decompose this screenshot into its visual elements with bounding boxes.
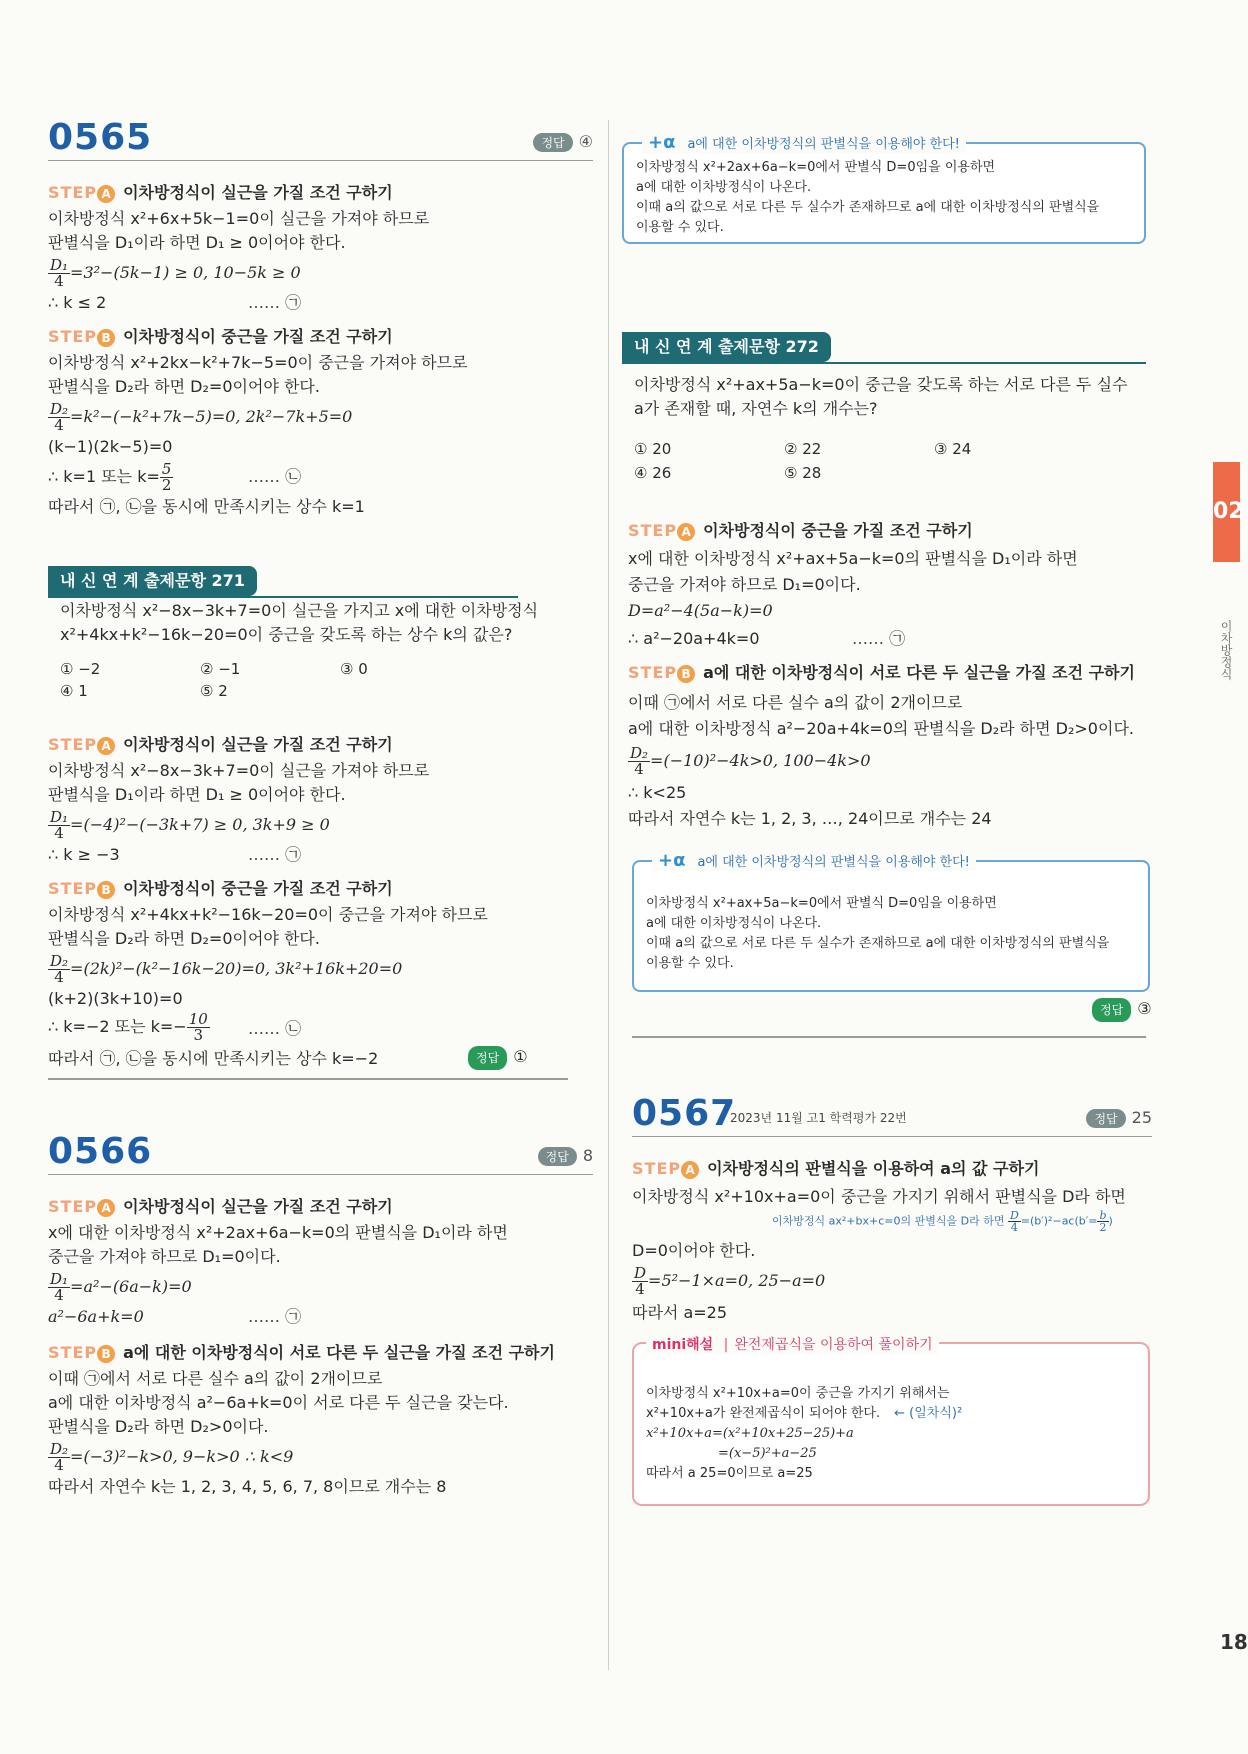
numerator: 5 [161,460,172,478]
equation: =(−3)²−k>0, 9−k>0 ∴ k<9 [70,1447,294,1466]
text-line: (k+2)(3k+10)=0 [48,989,183,1008]
equation: =5²−1×a=0, 25−a=0 [648,1271,826,1290]
step-badge: A [681,1161,699,1179]
alpha-body [646,894,1109,974]
step-title: 이차방정식이 중근을 가질 조건 구하기 [703,521,973,540]
mini-line: 이차방정식 x²+10x+a=0이 중근을 가지기 위해서는 [646,1386,950,1401]
answer-badge [533,132,593,152]
equation-mark: …… ㉠ [248,293,302,312]
fraction [160,462,174,493]
question-line: a가 존재할 때, 자연수 k의 개수는? [634,399,878,418]
fraction [48,258,70,289]
mini-line-text: x²+10x+a가 완전제곱식이 되어야 한다. [646,1406,881,1421]
equation-mark: …… ㉠ [248,1307,302,1326]
fraction [187,1012,210,1043]
step-title: 이차방정식이 중근을 가질 조건 구하기 [123,327,393,346]
choice-3: ③ 0 [340,660,368,678]
mini-note: ← (일차식)² [894,1406,963,1421]
step-b-heading [48,1340,555,1363]
problem-number: 0566 [48,1131,153,1172]
step-label: STEP [48,879,98,898]
question-line: x²+4kx+k²−16k−20=0이 중근을 갖도록 하는 상수 k의 값은? [60,625,513,644]
step-a-heading [628,518,973,541]
text-line: a²−6a+k=0 [48,1307,144,1326]
step-a-heading [48,732,393,755]
choice-2: ② −1 [200,660,241,678]
numerator: b [1099,1209,1107,1222]
alpha-head [642,132,966,153]
text-line: 이차방정식 x²+10x+a=0이 중근을 가지기 위해서 판별식을 D라 하면 [632,1187,1126,1206]
mini-line [646,1404,962,1424]
alpha-line: a에 대한 이차방정식이 나온다. [636,180,812,195]
answer-value: ④ [578,132,593,151]
text-line: 이때 ㉠에서 서로 다른 실수 a의 값이 2개이므로 [628,693,963,712]
answer-tag: 정답 [533,133,572,152]
equation-line [48,1272,192,1303]
chapter-tab: 02 [1213,462,1240,562]
choice-3: ③ 24 [934,440,972,458]
chapter-label: 이차방정식 [1219,620,1233,680]
step-badge: B [97,329,115,347]
alpha-line: 이때 a의 값으로 서로 다른 두 실수가 존재하므로 a에 대한 이차방정식의 판별식을 [636,200,1100,215]
equation-line [48,954,402,985]
step-label: STEP [628,663,678,682]
choice-5: ⑤ 2 [200,682,228,700]
equation-line [48,402,352,433]
equation-line [48,258,301,289]
numerator: D₂ [50,400,69,418]
text-line: 따라서 자연수 k는 1, 2, 3, …, 24이므로 개수는 24 [628,809,992,828]
mini-head: mini해설 | 완전제곱식을 이용하여 풀이하기 [646,1334,939,1354]
equation-line [48,1012,210,1043]
answer-tag: 정답 [1086,1109,1125,1128]
equation: =(2k)²−(k²−16k−20)=0, 3k²+16k+20=0 [70,959,403,978]
text-line: 판별식을 D₁이라 하면 D₁ ≥ 0이어야 한다. [48,233,346,252]
section-rule [632,1036,1146,1038]
text-line: D=0이어야 한다. [632,1241,756,1260]
text-line: 따라서 ㉠, ㉡을 동시에 만족시키는 상수 k=−2 [48,1049,379,1068]
text-line: 판별식을 D₁이라 하면 D₁ ≥ 0이어야 한다. [48,785,346,804]
step-b-heading [48,876,393,899]
nesin-line [622,362,1146,364]
nesin-272-banner [622,332,1146,364]
answer-value: 8 [582,1146,593,1165]
fraction [48,1442,70,1473]
alpha-title: a에 대한 이차방정식의 판별식을 이용해야 한다! [697,855,970,870]
section-rule [48,1078,568,1080]
denominator: 4 [54,272,64,290]
nesin-title: 내 신 연 계 출제문항 271 [48,566,257,596]
formula-note [772,1210,1113,1233]
equation: =(−4)²−(−3k+7) ≥ 0, 3k+9 ≥ 0 [70,815,330,834]
note-text: 이차방정식 ax²+bx+c=0의 판별식을 D라 하면 [772,1214,1005,1228]
step-label: STEP [632,1159,682,1178]
step-title: 이차방정식이 실근을 가질 조건 구하기 [123,183,393,202]
alpha-box-2 [632,850,1150,992]
denominator: 4 [54,968,64,986]
answer-tag: 정답 [468,1046,507,1070]
answer-value: ① [513,1047,528,1066]
mini-body [646,1384,962,1484]
denominator: 4 [635,1280,645,1298]
mini-line: =(x−5)²+a−25 [718,1446,817,1461]
step-badge: A [677,523,695,541]
step-badge: B [97,881,115,899]
step-a-heading [632,1156,1039,1179]
equation-mark: …… ㉡ [248,1019,302,1038]
numerator: D₁ [50,808,69,826]
equation: ∴ k=1 또는 k= [48,467,160,486]
step-a-heading [48,1194,393,1217]
alpha-line: 이용할 수 있다. [646,956,734,971]
step-title: a에 대한 이차방정식이 서로 다른 두 실근을 가질 조건 구하기 [703,663,1135,682]
alpha-line: 이때 a의 값으로 서로 다른 두 실수가 존재하므로 a에 대한 이차방정식의 판별식을 [646,936,1110,951]
step-label: STEP [48,1343,98,1362]
problem-source: 2023년 11월 고1 학력평가 22번 [730,1111,907,1125]
choice-2: ② 22 [784,440,822,458]
answer-tag: 정답 [538,1147,577,1166]
mini-title: 완전제곱식을 이용하여 풀이하기 [734,1337,933,1353]
text-line: 따라서 ㉠, ㉡을 동시에 만족시키는 상수 k=1 [48,497,365,516]
fraction [1097,1210,1108,1233]
text-line: x에 대한 이차방정식 x²+2ax+6a−k=0의 판별식을 D₁이라 하면 [48,1223,508,1242]
text-line: ∴ a²−20a+4k=0 [628,629,760,648]
equation-line [632,1266,825,1297]
equation: =a²−(6a−k)=0 [70,1277,192,1296]
equation-line: D=a²−4(5a−k)=0 [628,601,773,620]
step-b-heading [48,324,393,347]
problem-0565-header [48,108,593,161]
step-title: 이차방정식이 중근을 가질 조건 구하기 [123,879,393,898]
choice-1: ① 20 [634,440,672,458]
nesin-title: 내 신 연 계 출제문항 272 [622,332,831,362]
equation-line [48,462,173,493]
numerator: D [634,1264,647,1282]
numerator: D₂ [50,952,69,970]
step-badge: B [97,1345,115,1363]
numerator: D₂ [630,744,649,762]
answer-badge [1092,998,1152,1022]
denominator: 2 [161,476,172,494]
text-line: ∴ k ≤ 2 [48,293,107,312]
problem-0566-header [48,1122,593,1175]
text-line: 따라서 자연수 k는 1, 2, 3, 4, 5, 6, 7, 8이므로 개수는 8 [48,1477,447,1496]
alpha-symbol: +α [658,850,686,871]
equation-line [628,746,871,777]
alpha-box-1 [622,132,1146,244]
problem-number: 0565 [48,117,153,158]
choice-4: ④ 26 [634,464,672,482]
text-line: a에 대한 이차방정식 a²−6a+k=0이 서로 다른 두 실근을 갖는다. [48,1393,509,1412]
equation: ∴ k=−2 또는 k=− [48,1017,187,1036]
problem-0567-header [632,1084,1152,1137]
numerator: D [1009,1209,1019,1222]
nesin-271-banner [48,566,518,598]
numerator: D₁ [50,256,69,274]
answer-badge [468,1046,528,1070]
text-line: x에 대한 이차방정식 x²+ax+5a−k=0의 판별식을 D₁이라 하면 [628,549,1078,568]
note-text: ) [1108,1214,1113,1228]
alpha-head [652,850,976,871]
equation-mark: …… ㉡ [248,467,302,486]
mini-line: 따라서 a 25=0이므로 a=25 [646,1466,813,1481]
problem-number: 0567 [632,1093,737,1134]
equation-mark: …… ㉠ [852,629,906,648]
nesin-line [48,596,518,598]
alpha-line: 이차방정식 x²+ax+5a−k=0에서 판별식 D=0임을 이용하면 [646,896,997,911]
page-number: 18 [1220,1630,1248,1654]
alpha-body [636,158,1099,238]
numerator: D₂ [50,1440,69,1458]
denominator: 4 [54,824,64,842]
fraction [48,1272,70,1303]
equation-line [48,1442,293,1473]
text-line: 이차방정식 x²+2kx−k²+7k−5=0이 중근을 가져야 하므로 [48,353,468,372]
answer-value: ③ [1137,999,1152,1018]
step-label: STEP [48,183,98,202]
step-badge: A [97,1199,115,1217]
denominator: 3 [193,1026,203,1044]
alpha-line: a에 대한 이차방정식이 나온다. [646,916,822,931]
answer-value: 25 [1131,1108,1152,1127]
denominator: 4 [54,1286,64,1304]
text-line: 이차방정식 x²+6x+5k−1=0이 실근을 가져야 하므로 [48,209,430,228]
text-line: 이차방정식 x²−8x−3k+7=0이 실근을 가져야 하므로 [48,761,430,780]
equation: =(−10)²−4k>0, 100−4k>0 [650,751,871,770]
question-line: 이차방정식 x²+ax+5a−k=0이 중근을 갖도록 하는 서로 다른 두 실수 [634,375,1128,394]
denominator: 4 [634,760,644,778]
equation: =k²−(−k²+7k−5)=0, 2k²−7k+5=0 [70,407,353,426]
numerator: 10 [188,1010,208,1028]
text-line: 판별식을 D₂라 하면 D₂=0이어야 한다. [48,929,320,948]
choice-4: ④ 1 [60,682,88,700]
question-line: 이차방정식 x²−8x−3k+7=0이 실근을 가지고 x에 대한 이차방정식 [60,601,539,620]
step-label: STEP [48,735,98,754]
fraction [48,954,70,985]
text-line: ∴ k<25 [628,783,687,802]
text-line: ∴ k ≥ −3 [48,845,120,864]
text-line: 중근을 가져야 하므로 D₁=0이다. [48,1247,281,1266]
answer-badge [538,1146,593,1166]
column-divider [608,120,609,1670]
text-line: 이차방정식 x²+4kx+k²−16k−20=0이 중근을 가져야 하므로 [48,905,488,924]
step-label: STEP [48,327,98,346]
denominator: 2 [1099,1221,1107,1234]
text-line: 판별식을 D₂라 하면 D₂=0이어야 한다. [48,377,320,396]
equation-line [48,810,330,841]
alpha-line: 이용할 수 있다. [636,220,724,235]
step-title: 이차방정식이 실근을 가질 조건 구하기 [123,1197,393,1216]
step-b-heading [628,660,1135,683]
step-badge: A [97,737,115,755]
choice-5: ⑤ 28 [784,464,822,482]
mini-solution-box [632,1337,1150,1506]
step-title: 이차방정식이 실근을 가질 조건 구하기 [123,735,393,754]
step-badge: A [97,185,115,203]
step-a-heading [48,180,393,203]
text-line: (k−1)(2k−5)=0 [48,437,173,456]
text-line: a에 대한 이차방정식 a²−20a+4k=0의 판별식을 D₂라 하면 D₂>0이다. [628,719,1134,738]
mini-label: mini해설 [652,1337,714,1353]
equation-mark: …… ㉠ [248,845,302,864]
answer-badge [1086,1108,1152,1128]
choice-1: ① −2 [60,660,101,678]
alpha-title: a에 대한 이차방정식의 판별식을 이용해야 한다! [687,137,960,152]
fraction [48,810,70,841]
numerator: D₁ [50,1270,69,1288]
equation: =3²−(5k−1) ≥ 0, 10−5k ≥ 0 [70,263,301,282]
step-label: STEP [628,521,678,540]
denominator: 4 [1010,1221,1018,1234]
note-text: =(b′)²−ac(b′= [1020,1214,1098,1228]
fraction [632,1266,648,1297]
alpha-line: 이차방정식 x²+2ax+6a−k=0에서 판별식 D=0임을 이용하면 [636,160,996,175]
step-title: a에 대한 이차방정식이 서로 다른 두 실근을 가질 조건 구하기 [123,1343,555,1362]
text-line: 판별식을 D₂라 하면 D₂>0이다. [48,1417,269,1436]
text-line: 이때 ㉠에서 서로 다른 실수 a의 값이 2개이므로 [48,1369,383,1388]
fraction [1008,1210,1021,1233]
fraction [628,746,650,777]
alpha-symbol: +α [648,132,676,153]
text-line: 중근을 가져야 하므로 D₁=0이다. [628,575,861,594]
text-line: 따라서 a=25 [632,1303,728,1322]
denominator: 4 [54,416,64,434]
mini-line: x²+10x+a=(x²+10x+25−25)+a [646,1426,854,1441]
answer-tag: 정답 [1092,998,1131,1022]
fraction [48,402,70,433]
denominator: 4 [54,1456,64,1474]
step-label: STEP [48,1197,98,1216]
step-title: 이차방정식의 판별식을 이용하여 a의 값 구하기 [707,1159,1040,1178]
step-badge: B [677,665,695,683]
